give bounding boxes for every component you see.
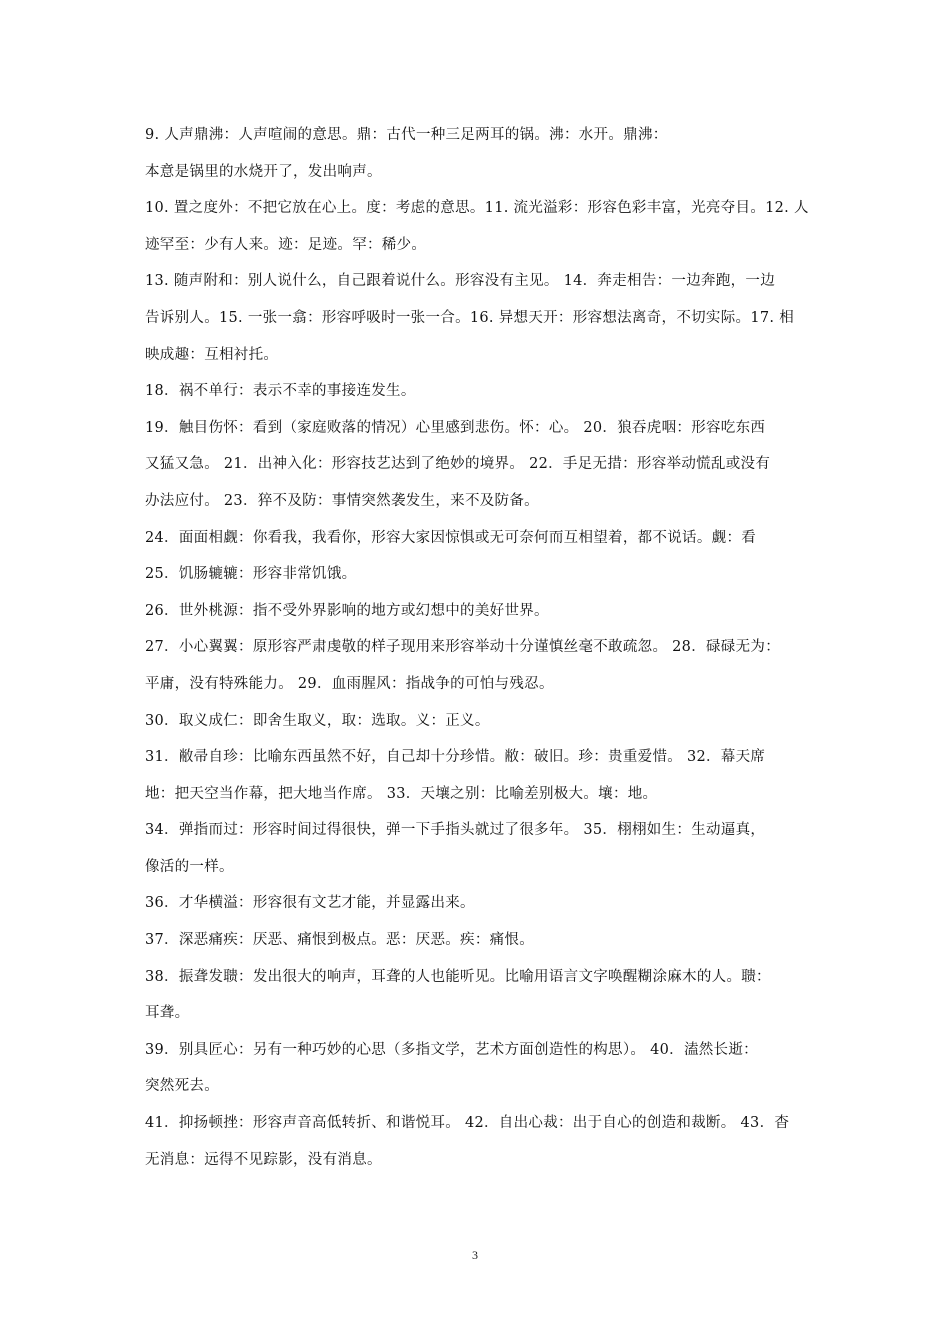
- text-line: 迹罕至：少有人来。迹：足迹。罕：稀少。: [145, 236, 427, 253]
- text-line: 19．触目伤怀：看到（家庭败落的情况）心里感到悲伤。怀：心。 20．狼吞虎咽：形容吃东西: [145, 419, 766, 436]
- text-line: 37．深恶痛疾：厌恶、痛恨到极点。恶：厌恶。疾：痛恨。: [145, 932, 535, 949]
- text-line: 13. 随声附和：别人说什么，自己跟着说什么。形容没有主见。 14．奔走相告：一边奔跑，一边: [145, 273, 776, 290]
- text-line: 27．小心翼翼：原形容严肃虔敬的样子现用来形容举动十分谨慎丝毫不敢疏忽。 28．碌碌无为：: [145, 639, 781, 656]
- page-number: 3: [472, 1248, 478, 1262]
- text-line: 38．振聋发聩：发出很大的响声，耳聋的人也能听见。比喻用语言文字唤醒糊涂麻木的人。聩：: [145, 968, 771, 985]
- text-line: 平庸，没有特殊能力。 29．血雨腥风：指战争的可怕与残忍。: [145, 675, 554, 692]
- text-line: 又猛又急。 21．出神入化：形容技艺达到了绝妙的境界。 22．手足无措：形容举动慌乱或没有: [145, 456, 771, 473]
- text-line: 映成趣：互相衬托。: [145, 346, 279, 363]
- text-line: 告诉别人。15. 一张一翕：形容呼吸时一张一合。16. 异想天开：形容想法离奇，不切实际。17. 相: [145, 309, 795, 326]
- text-line: 39．别具匠心：另有一种巧妙的心思（多指文学，艺术方面创造性的构思）。 40．溘然长逝：: [145, 1041, 758, 1058]
- text-line: 31．敝帚自珍：比喻东西虽然不好，自己却十分珍惜。敝：破旧。珍：贵重爱惜。 32．幕天席: [145, 749, 766, 766]
- text-line: 24．面面相觑：你看我，我看你，形容大家因惊惧或无可奈何而互相望着，都不说话。觑：看: [145, 529, 757, 546]
- text-line: 突然死去。: [145, 1078, 219, 1095]
- text-line: 18．祸不单行：表示不幸的事接连发生。: [145, 383, 416, 400]
- text-line: 34．弹指而过：形容时间过得很快，弹一下手指头就过了很多年。 35．栩栩如生：生动逼真，: [145, 822, 766, 839]
- document-body: [145, 117, 815, 1178]
- text-line: 地：把天空当作幕，把大地当作席。 33．天壤之别：比喻差别极大。壤：地。: [145, 785, 658, 802]
- text-line: 无消息：远得不见踪影，没有消息。: [145, 1151, 382, 1168]
- text-line: 像活的一样。: [145, 858, 234, 875]
- text-line: 耳聋。: [145, 1005, 190, 1022]
- text-line: 25．饥肠辘辘：形容非常饥饿。: [145, 566, 357, 583]
- text-line: 30．取义成仁：即舍生取义，取：选取。义：正义。: [145, 712, 490, 729]
- text-line: 9. 人声鼎沸：人声喧闹的意思。鼎：古代一种三足两耳的锅。沸：水开。鼎沸：: [145, 127, 668, 143]
- text-line: 26．世外桃源：指不受外界影响的地方或幻想中的美好世界。: [145, 602, 549, 619]
- text-line: 办法应付。 23．猝不及防：事情突然袭发生，来不及防备。: [145, 492, 539, 509]
- text-line: 41．抑扬顿挫：形容声音高低转折、和谐悦耳。 42．自出心裁：出于自心的创造和裁断。 43．杳: [145, 1115, 790, 1132]
- text-line: 36．才华横溢：形容很有文艺才能，并显露出来。: [145, 895, 475, 912]
- text-line: 本意是锅里的水烧开了，发出响声。: [145, 163, 382, 180]
- text-line: 10. 置之度外：不把它放在心上。度：考虑的意思。11. 流光溢彩：形容色彩丰富，光亮夺目。12. 人: [145, 200, 809, 217]
